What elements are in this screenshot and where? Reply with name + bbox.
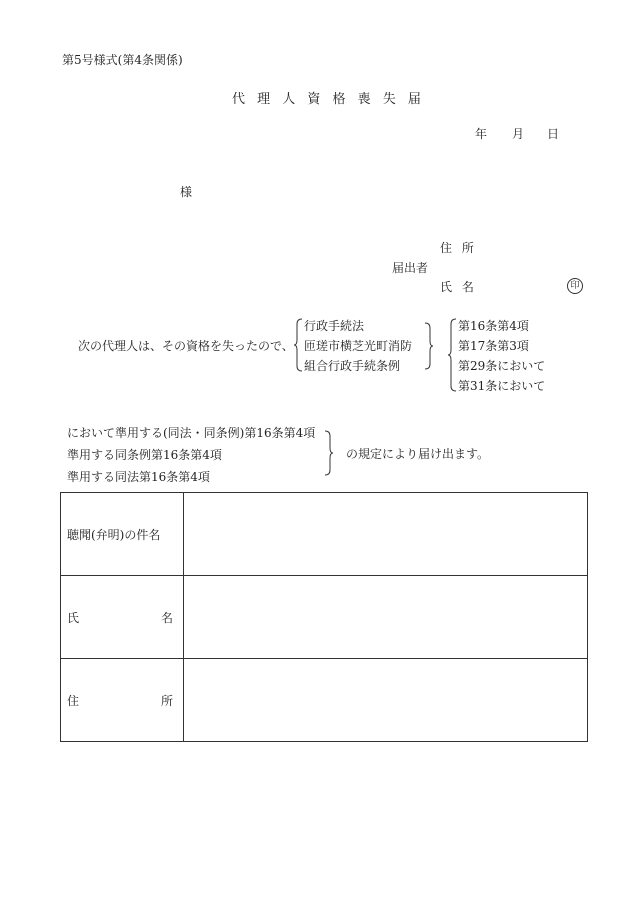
law-right-brace (424, 322, 434, 370)
table-row (61, 576, 588, 659)
address-field[interactable] (184, 659, 588, 742)
law-option: 組合行政手続条例 (304, 359, 401, 373)
page-title: 代 理 人 資 格 喪 失 届 (232, 92, 421, 107)
statement-closing: の規定により届け出ます。 (346, 447, 490, 461)
address-label: 住 所 (61, 659, 184, 742)
statement-intro: 次の代理人は、その資格を失ったので、 (78, 339, 294, 353)
name-label: 氏 名 (61, 576, 184, 659)
law-left-brace (294, 318, 304, 372)
date-day-label: 日 (547, 127, 560, 141)
law-option: 匝瑳市横芝光町消防 (304, 339, 413, 353)
law-option: 行政手続法 (304, 319, 365, 333)
article-option: 第17条第3項 (458, 339, 529, 353)
applied-right-brace (324, 430, 334, 476)
hearing-title-field[interactable] (184, 493, 588, 576)
applicant-name-label: 氏 名 (440, 280, 474, 294)
applied-option: 準用する同条例第16条第4項 (67, 448, 222, 462)
article-option: 第16条第4項 (458, 319, 529, 333)
details-table (60, 492, 588, 742)
table-row (61, 659, 588, 742)
applied-option: 準用する同法第16条第4項 (67, 470, 210, 484)
article-option: 第29条において (458, 359, 546, 373)
applied-option: において準用する(同法・同条例)第16条第4項 (67, 426, 316, 440)
name-field[interactable] (184, 576, 588, 659)
applicant-role-label: 届出者 (392, 261, 429, 275)
form-number: 第5号様式(第4条関係) (62, 53, 183, 67)
article-option: 第31条において (458, 379, 546, 393)
hearing-title-label: 聴聞(弁明)の件名 (61, 493, 184, 576)
addressee-suffix: 様 (180, 185, 193, 199)
table-row (61, 493, 588, 576)
article-left-brace (448, 318, 458, 392)
date-month-label: 月 (512, 127, 525, 141)
date-year-label: 年 (475, 127, 488, 141)
seal-icon: 印 (567, 278, 583, 294)
applicant-address-label: 住 所 (440, 241, 474, 255)
